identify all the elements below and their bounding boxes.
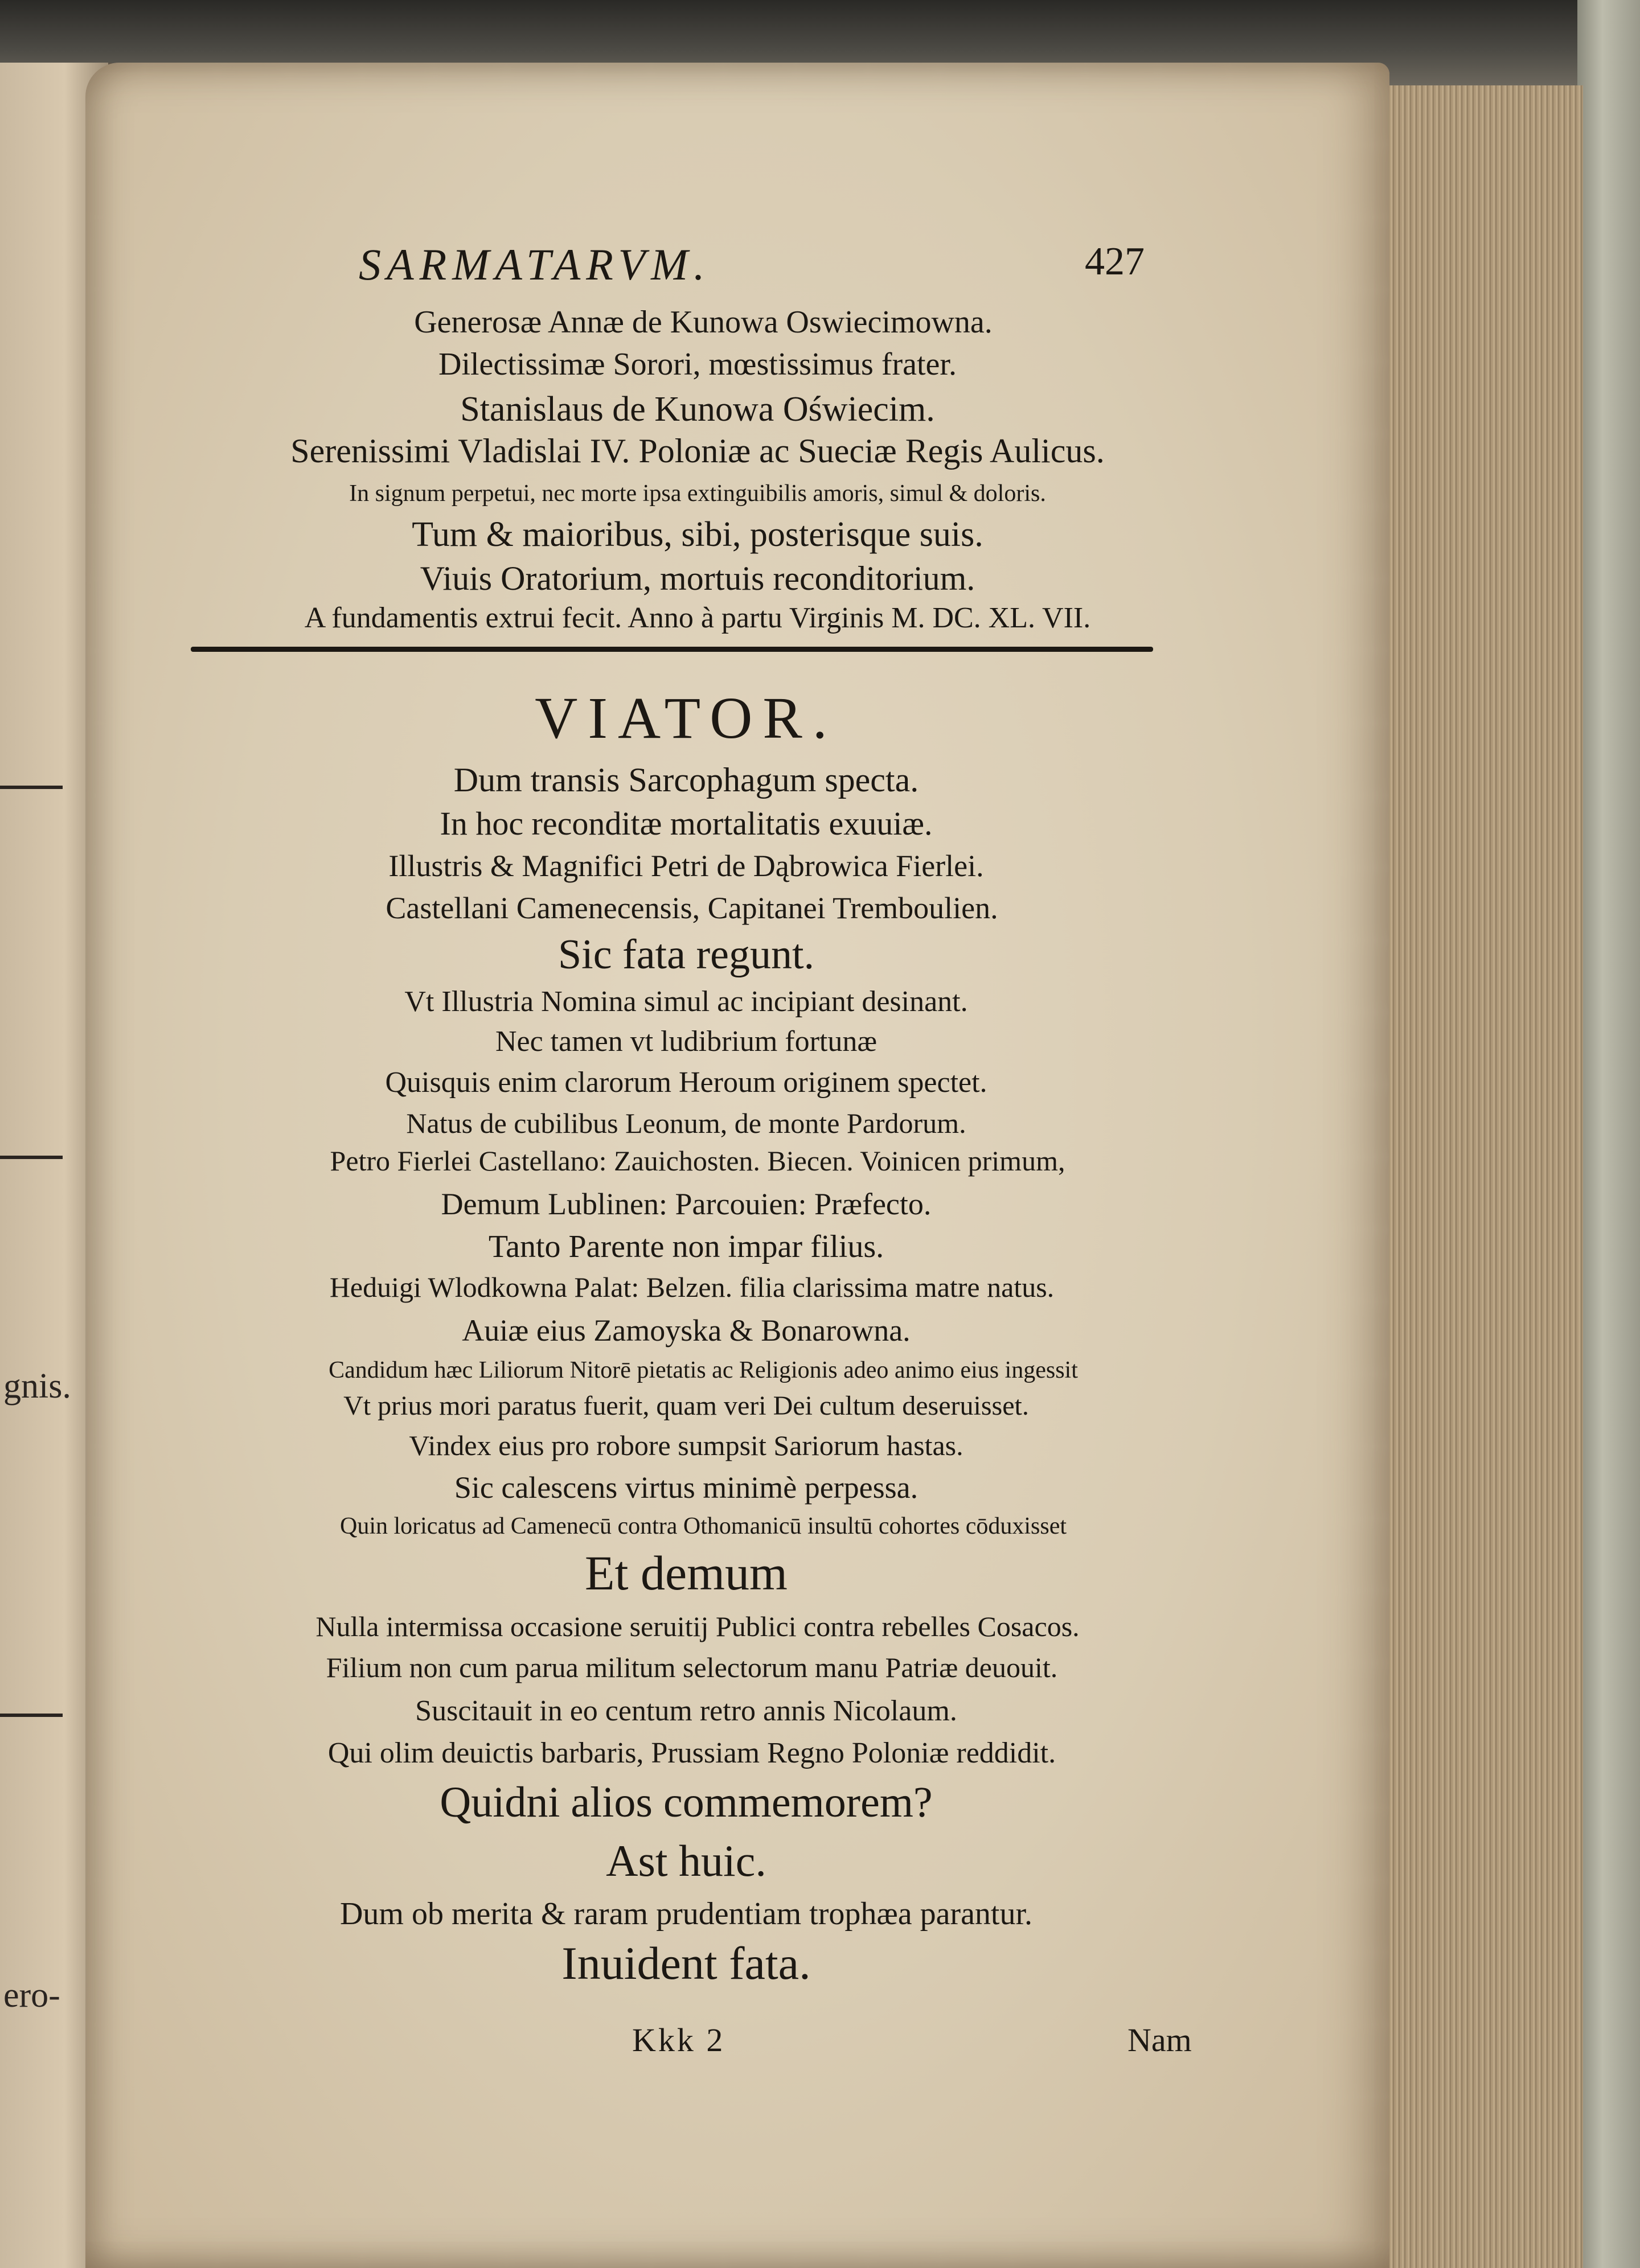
inscription-line: In signum perpetui, nec morte ipsa extinguibilis amoris, simul & doloris. <box>349 480 1046 507</box>
book-cover-edge <box>1577 0 1640 2268</box>
inscription-line: Tanto Parente non impar filius. <box>488 1229 884 1264</box>
inscription-line: Vindex eius pro robore sumpsit Sariorum hastas. <box>409 1429 964 1461</box>
inscription-line: Petro Fierlei Castellano: Zauichosten. Biecen. Voinicen primum, <box>330 1145 1065 1177</box>
inscription-line: Viuis Oratorium, mortuis reconditorium. <box>420 560 975 597</box>
inscription-line: Qui olim deuictis barbaris, Prussiam Regno Poloniæ reddidit. <box>327 1737 1056 1769</box>
inscription-heading: VIATOR. <box>535 685 838 751</box>
inscription-emphasis: Inuident fata. <box>561 1937 811 1989</box>
inscription-line: Nulla intermissa occasione seruitij Publici contra rebelles Cosacos. <box>315 1610 1080 1642</box>
inscription-line: Stanislaus de Kunowa Oświecim. <box>460 390 935 429</box>
signature-mark: Kkk 2 <box>632 2022 725 2059</box>
inscription-emphasis: Ast huic. <box>606 1836 766 1885</box>
inscription-line: Generosæ Annæ de Kunowa Oswiecimowna. <box>414 305 993 340</box>
inscription-line: Vt prius mori paratus fuerit, quam veri Dei cultum deseruisset. <box>343 1391 1029 1421</box>
page-number: 427 <box>1085 240 1145 284</box>
inscription-line: Quisquis enim clarorum Heroum originem spectet. <box>385 1066 987 1099</box>
running-head: SARMATARVM. <box>359 240 711 289</box>
inscription-line: Castellani Camenecensis, Capitanei Tremboulien. <box>386 891 998 925</box>
catchword: Nam <box>1128 2022 1192 2059</box>
inscription-line: Sic calescens virtus minimè perpessa. <box>454 1470 919 1505</box>
left-page-fragment: gnis. <box>3 1367 71 1406</box>
inscription-line: Dum transis Sarcophagum specta. <box>453 761 919 799</box>
inscription-line: Natus de cubilibus Leonum, de monte Pardorum. <box>406 1107 966 1139</box>
book-page <box>85 63 1389 2268</box>
inscription-line: Demum Lublinen: Parcouien: Præfecto. <box>441 1187 932 1221</box>
inscription-line: Auiæ eius Zamoyska & Bonarowna. <box>462 1313 911 1347</box>
inscription-line: Illustris & Magnifici Petri de Dąbrowica Fierlei. <box>388 849 984 883</box>
inscription-line: Serenissimi Vladislai IV. Poloniæ ac Sueciæ Regis Aulicus. <box>290 432 1105 470</box>
inscription-line: Heduigi Wlodkowna Palat: Belzen. filia clarissima matre natus. <box>329 1271 1055 1303</box>
inscription-emphasis: Quidni alios commemorem? <box>440 1778 933 1826</box>
inscription-line: Quin loricatus ad Camenecū contra Othomanicū insultū cohortes cōduxisset <box>339 1513 1067 1539</box>
inscription-line: Candidum hæc Liliorum Nitorē pietatis ac Religionis adeo animo eius ingessit <box>329 1357 1078 1383</box>
page-edges <box>1378 85 1583 2268</box>
inscription-line: In hoc reconditæ mortalitatis exuuiæ. <box>440 805 933 842</box>
inscription-emphasis: Et demum <box>585 1546 788 1600</box>
inscription-line: Nec tamen vt ludibrium fortunæ <box>495 1025 878 1058</box>
inscription-line: A fundamentis extrui fecit. Anno à partu Virginis M. DC. XL. VII. <box>304 602 1091 634</box>
section-divider <box>191 647 1153 652</box>
inscription-line: Vt Illustria Nomina simul ac incipiant desinant. <box>404 985 968 1018</box>
inscription-line: Suscitauit in eo centum retro annis Nicolaum. <box>415 1695 957 1727</box>
inscription-line: Dilectissimæ Sorori, mœstissimus frater. <box>438 347 957 382</box>
inscription-emphasis: Sic fata regunt. <box>558 931 814 978</box>
inscription-line: Filium non cum parua militum selectorum manu Patriæ deuouit. <box>326 1651 1058 1683</box>
left-page-fragment: ero- <box>3 1976 60 2015</box>
inscription-line: Tum & maioribus, sibi, posterisque suis. <box>412 515 983 554</box>
inscription-line: Dum ob merita & raram prudentiam trophæa parantur. <box>339 1896 1033 1932</box>
